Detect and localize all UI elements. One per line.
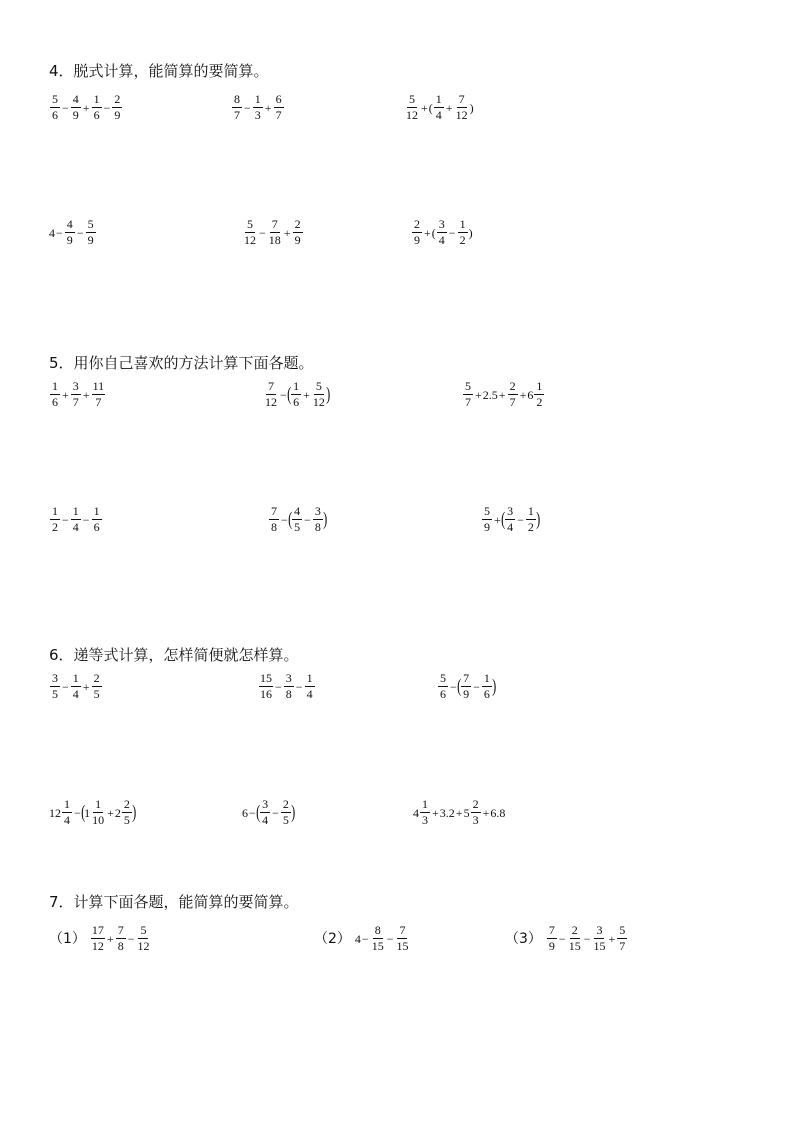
math-expression [49,798,135,827]
fraction [293,218,303,247]
fraction-denominator: 4 [438,233,445,247]
fraction [91,924,105,953]
fraction-denominator: 6 [440,687,446,701]
fraction [461,672,471,701]
fraction-numerator: 8 [234,92,240,106]
fraction-denominator: 7 [234,108,240,122]
fraction-numerator: 1 [72,671,79,685]
operator: − [74,805,81,820]
fraction-denominator: 6 [483,687,490,701]
parenthesis: ( [255,801,261,823]
fraction [116,924,126,953]
parenthesis: ) [290,801,296,823]
math-expression [49,218,97,247]
number: 1 [84,805,91,820]
fraction-numerator: 4 [72,92,79,106]
fraction-denominator: 9 [548,939,555,953]
fraction-numerator: 3 [438,217,445,231]
parenthesis: ( [456,675,462,697]
operator: − [280,387,287,402]
operator: + [424,225,431,240]
fraction-numerator: 5 [409,92,415,106]
fraction-numerator: 2 [282,797,289,811]
math-expression [242,218,304,247]
operator: + [283,225,291,240]
fraction-numerator: 3 [52,671,58,685]
fraction [455,93,469,122]
operator: − [304,512,311,527]
fraction-numerator: 7 [271,504,277,518]
operator: − [361,931,369,946]
fraction-numerator: 7 [271,217,278,231]
parenthesis: ) [322,508,328,530]
fraction-denominator: 12 [455,108,468,122]
fraction-numerator: 4 [294,504,301,518]
operator: + [82,100,90,115]
fraction-denominator: 12 [137,939,150,953]
fraction [505,505,515,534]
fraction-numerator: 1 [52,504,58,518]
math-expression [505,924,628,953]
fraction-denominator: 8 [117,939,124,953]
operator: − [558,931,566,946]
fraction-denominator: 12 [91,939,104,953]
fraction [284,672,294,701]
section-5-title: 5．用你自己喜欢的方法计算下面各题。 [49,354,314,372]
operator: + [303,387,310,402]
fraction-denominator: 7 [509,395,516,409]
fraction-numerator: 2 [114,92,121,106]
number: 2.5 [482,387,498,402]
fraction-denominator: 9 [463,687,470,701]
number: 3.2 [439,805,455,820]
fraction-denominator: 2 [459,233,466,247]
fraction-numerator: 5 [484,504,490,518]
math-expression [411,218,473,247]
fraction-denominator: 8 [271,520,277,534]
fraction [592,924,606,953]
fraction [112,93,122,122]
operator: + [107,805,114,820]
fraction-denominator: 6 [93,108,100,122]
fraction-denominator: 5 [294,520,301,534]
fraction-denominator: 7 [95,395,102,409]
fraction-denominator: 15 [371,939,384,953]
fraction-numerator: 6 [275,92,282,106]
fraction [291,380,301,409]
fraction-numerator: 1 [293,379,300,393]
math-expression [481,505,539,534]
fraction [412,218,422,247]
fraction [92,93,102,122]
fraction [71,380,81,409]
fraction [281,798,291,827]
fraction-numerator: 2 [472,797,479,811]
parenthesis: ( [428,100,433,115]
fraction [62,798,72,827]
operator: + [82,679,90,694]
fraction-denominator: 4 [64,813,70,827]
fraction [313,505,323,534]
fraction [91,798,105,827]
fraction-denominator: 12 [265,395,277,409]
fraction-numerator: 1 [254,92,261,106]
fraction-denominator: 4 [435,108,442,122]
operator: − [583,931,591,946]
parenthesis: ( [80,801,86,823]
number: 5 [463,805,470,820]
fraction-numerator: 1 [536,379,543,393]
fraction-numerator: 2 [294,217,301,231]
fraction [50,380,60,409]
fraction [534,380,544,409]
fraction-numerator: 7 [463,671,470,685]
operator: + [82,387,90,402]
fraction-denominator: 12 [406,108,418,122]
fraction-denominator: 12 [312,395,325,409]
operator: − [62,100,69,115]
fraction [458,218,468,247]
fraction-denominator: 7 [619,939,626,953]
fraction [260,798,270,827]
operator: − [272,805,279,820]
fraction-denominator: 3 [422,813,428,827]
fraction-denominator: 6 [52,108,58,122]
math-expression [404,93,474,122]
parenthesis: ) [535,508,541,530]
fraction-denominator: 2 [52,520,58,534]
fraction [71,505,81,534]
number: 2 [114,805,121,820]
fraction [65,218,75,247]
fraction [405,93,419,122]
fraction-numerator: 1 [72,504,79,518]
fraction-numerator: 2 [414,217,420,231]
number: 4 [354,931,361,946]
fraction [92,672,102,701]
math-expression [49,672,103,701]
fraction-numerator: 3 [507,504,514,518]
operator: + [519,387,527,402]
operator: + [445,100,453,115]
operator: − [448,225,456,240]
operator: + [608,931,616,946]
fraction-denominator: 6 [93,520,100,534]
section-4-title: 4．脱式计算，能简算的要简算。 [49,62,269,80]
fraction-denominator: 7 [465,395,471,409]
fraction [305,672,315,701]
fraction-numerator: 1 [527,504,534,518]
fraction-numerator: 1 [52,379,58,393]
fraction-numerator: 1 [64,797,70,811]
fraction-denominator: 9 [484,520,490,534]
number: 6.8 [490,805,506,820]
parenthesis: ) [491,675,497,697]
operator: + [106,931,114,946]
fraction-denominator: 15 [396,939,409,953]
operator: − [450,679,457,694]
fraction-numerator: 2 [509,379,516,393]
fraction [136,924,150,953]
fraction-denominator: 2 [536,395,543,409]
fraction [50,93,60,122]
fraction [122,798,132,827]
fraction-numerator: 15 [260,671,272,685]
fraction-denominator: 5 [52,687,58,701]
fraction-numerator: 2 [571,923,578,937]
fraction-denominator: 9 [66,233,73,247]
operator: − [473,679,480,694]
math-expression [49,380,106,409]
parenthesis: ( [431,225,436,240]
fraction [463,380,473,409]
number: 12 [49,805,61,820]
fraction-denominator: 3 [254,108,261,122]
operator: + [455,805,463,820]
math-expression [231,93,285,122]
number: 4 [413,805,419,820]
operator: + [421,100,428,115]
fraction [434,93,444,122]
fraction-numerator: 1 [93,504,100,518]
fraction [312,380,326,409]
fraction [438,672,448,701]
fraction-numerator: 1 [95,797,102,811]
fraction [371,924,385,953]
fraction-numerator: 3 [596,923,603,937]
math-expression [258,672,316,701]
operator: − [127,931,135,946]
operator: − [103,100,111,115]
fraction-numerator: 3 [262,797,269,811]
fraction [420,798,430,827]
fraction-numerator: 5 [52,92,58,106]
fraction [71,93,81,122]
fraction [482,672,492,701]
operator: + [432,805,439,820]
fraction [71,672,81,701]
fraction-numerator: 5 [619,923,626,937]
operator: − [62,512,69,527]
problem-label: （1） [49,930,86,947]
fraction [50,672,60,701]
fraction-denominator: 5 [93,687,100,701]
operator: − [62,679,69,694]
fraction-denominator: 9 [294,233,301,247]
fraction-denominator: 10 [92,813,105,827]
operator: + [475,387,482,402]
fraction [395,924,409,953]
fraction-denominator: 9 [414,233,420,247]
section-6-title: 6．递等式计算，怎样简便就怎样算。 [49,646,299,664]
fraction-numerator: 17 [91,923,104,937]
fraction-denominator: 9 [72,108,79,122]
fraction-numerator: 5 [87,217,94,231]
fraction-denominator: 18 [268,233,281,247]
fraction-numerator: 2 [123,797,130,811]
operator: + [494,512,501,527]
fraction [243,218,257,247]
parenthesis: ) [469,100,474,115]
fraction [232,93,242,122]
fraction-denominator: 16 [260,687,272,701]
fraction [437,218,447,247]
operator: − [249,805,256,820]
operator: − [259,225,266,240]
fraction [259,672,273,701]
fraction-denominator: 7 [72,395,79,409]
fraction-numerator: 5 [315,379,322,393]
fraction-denominator: 4 [72,520,79,534]
operator: − [76,225,84,240]
fraction-denominator: 5 [282,813,289,827]
operator: − [244,100,251,115]
fraction-numerator: 7 [399,923,406,937]
fraction [547,924,557,953]
fraction [269,505,279,534]
math-expression [268,505,326,534]
fraction-denominator: 15 [593,939,606,953]
fraction-denominator: 12 [244,233,256,247]
math-expression [462,380,545,409]
section-7-title: 7．计算下面各题，能简算的要简算。 [49,893,299,911]
fraction [526,505,536,534]
fraction [264,380,278,409]
math-expression [413,798,505,827]
operator: − [281,512,288,527]
fraction-numerator: 11 [92,379,105,393]
operator: + [264,100,272,115]
math-expression [314,924,410,953]
parenthesis: ( [286,383,292,405]
fraction-numerator: 8 [374,923,381,937]
fraction-denominator: 8 [285,687,292,701]
math-expression [49,505,103,534]
number: 6 [242,805,248,820]
operator: − [275,679,282,694]
number: 6 [527,387,534,402]
fraction [508,380,518,409]
fraction-numerator: 1 [93,92,100,106]
problem-label: （2） [314,930,351,947]
fraction-denominator: 9 [87,233,94,247]
fraction-denominator: 4 [72,687,79,701]
parenthesis: ) [131,801,137,823]
math-expression [263,380,329,409]
fraction-numerator: 5 [140,923,147,937]
fraction-numerator: 7 [117,923,124,937]
fraction-numerator: 4 [66,217,73,231]
fraction-denominator: 4 [507,520,514,534]
fraction-denominator: 6 [52,395,58,409]
fraction-denominator: 2 [527,520,534,534]
fraction-numerator: 7 [548,923,555,937]
fraction [268,218,282,247]
fraction-denominator: 3 [472,813,479,827]
fraction-denominator: 6 [293,395,300,409]
fraction [617,924,627,953]
fraction-denominator: 8 [314,520,321,534]
problem-label: （3） [505,930,542,947]
fraction-numerator: 7 [458,92,465,106]
fraction [471,798,481,827]
operator: − [82,512,90,527]
fraction [50,505,60,534]
fraction [292,505,302,534]
fraction [253,93,263,122]
fraction [274,93,284,122]
fraction-numerator: 1 [435,92,442,106]
fraction [92,380,106,409]
parenthesis: ) [468,225,473,240]
fraction [568,924,582,953]
fraction-numerator: 1 [483,671,490,685]
fraction-denominator: 5 [123,813,130,827]
fraction [482,505,492,534]
math-expression [49,93,123,122]
operator: + [498,387,506,402]
operator: − [295,679,303,694]
fraction [92,505,102,534]
number: 4 [49,225,55,240]
fraction-numerator: 3 [285,671,292,685]
fraction-numerator: 5 [247,217,253,231]
fraction-numerator: 1 [306,671,313,685]
fraction-denominator: 9 [114,108,121,122]
fraction-numerator: 1 [459,217,466,231]
operator: + [62,387,69,402]
operator: + [482,805,490,820]
fraction-denominator: 4 [306,687,313,701]
math-expression [242,798,294,827]
parenthesis: ) [325,383,331,405]
fraction-denominator: 15 [568,939,581,953]
fraction-denominator: 4 [262,813,269,827]
fraction-numerator: 7 [268,379,274,393]
fraction-numerator: 1 [422,797,428,811]
math-expression [437,672,495,701]
fraction-numerator: 3 [314,504,321,518]
fraction-denominator: 7 [275,108,282,122]
fraction-numerator: 5 [465,379,471,393]
math-expression [49,924,151,953]
parenthesis: ( [287,508,293,530]
parenthesis: ( [500,508,506,530]
fraction-numerator: 5 [440,671,446,685]
fraction-numerator: 3 [72,379,79,393]
fraction [86,218,96,247]
operator: − [56,225,63,240]
operator: − [386,931,394,946]
operator: − [517,512,524,527]
fraction-numerator: 2 [93,671,100,685]
